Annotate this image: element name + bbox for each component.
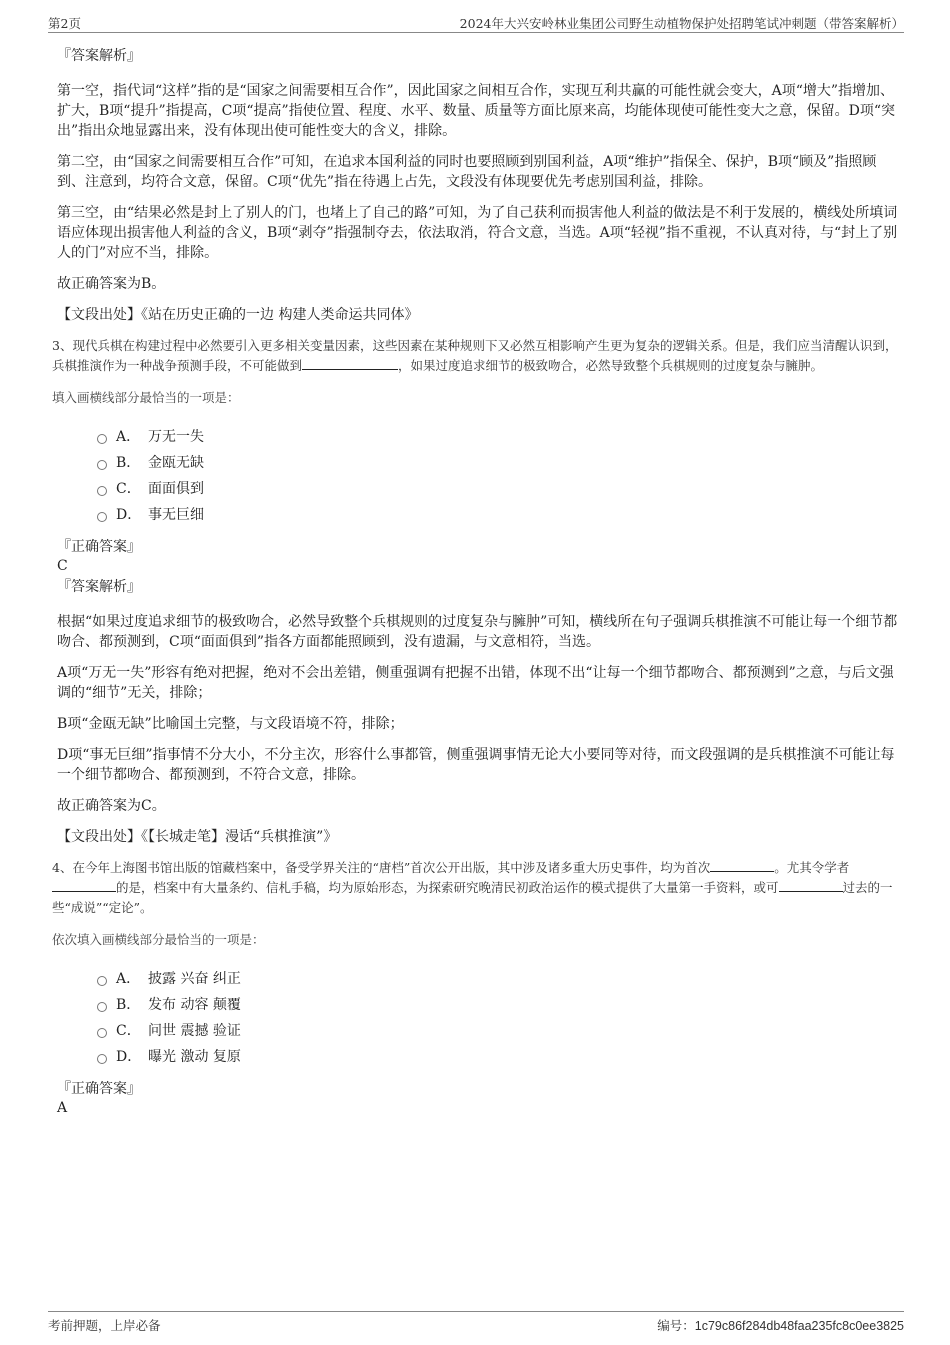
q3-analysis-label: 『答案解析』 (57, 579, 141, 595)
option-text: 事无巨细 (148, 507, 204, 523)
q3-answer: C (57, 558, 68, 574)
q4-options (97, 966, 902, 1070)
q4-blank-1 (710, 859, 774, 872)
page-number: 第2页 (48, 16, 81, 31)
q3-option-c[interactable] (97, 476, 902, 502)
q3-option-b[interactable] (97, 450, 902, 476)
q3-option-a[interactable] (97, 424, 902, 450)
q3-question-text (52, 336, 902, 376)
page-footer (48, 1311, 904, 1333)
q2-analysis-para-2: 第二空，由“国家之间需要相互合作”可知，在追求本国利益的同时也要照顾到别国利益，A项“维护”指保全、保护，B项“顾及”指照顾到、注意到，均符合文意，保留。C项“优先”指在待遇上占先，文段没有体现要优先考虑别国利益，排除。 (57, 154, 877, 190)
q4-answer-label: 『正确答案』 (57, 1081, 141, 1097)
q3-analysis-para-2: A项“万无一失”形容有绝对把握，绝对不会出差错，侧重强调有把握不出错，体现不出“让每一个细节都吻合、都预测到”之意，与后文强调的“细节”无关，排除； (57, 665, 894, 701)
q2-conclusion: 故正确答案为B。 (57, 276, 166, 292)
radio-icon[interactable] (97, 1002, 107, 1012)
option-text: 发布 动容 颠覆 (148, 997, 241, 1013)
option-text: 披露 兴奋 纠正 (148, 971, 241, 987)
q4-text-part-2: 。尤其令学者 (774, 860, 850, 875)
q3-source: 【文段出处】《【长城走笔】漫话“兵棋推演”》 (57, 829, 338, 845)
q4-option-c[interactable] (97, 1018, 902, 1044)
document-title: 2024年大兴安岭林业集团公司野生动植物保护处招聘笔试冲刺题（带答案解析） (459, 16, 904, 31)
radio-icon[interactable] (97, 486, 107, 496)
radio-icon[interactable] (97, 460, 107, 470)
option-letter: B． (116, 455, 141, 471)
q3-instruction: 填入画横线部分最恰当的一项是： (52, 390, 240, 405)
q3-analysis-para-3: B项“金瓯无缺”比喻国土完整，与文段语境不符，排除； (57, 716, 404, 732)
option-letter: D． (116, 1049, 142, 1065)
q2-analysis-para-1: 第一空，指代词“这样”指的是“国家之间需要相互合作”，因此国家之间相互合作，实现互利共赢的可能性就会变大，A项“增大”指增加、扩大，B项“提升”指提高，C项“提高”指使位置、程度、水平、数量、质量等方面比原来高，均能体现使可能性变大之意，保留。D项“突出”指出众地显露出来，没有体现出使可能性变大的含义，排除。 (57, 83, 896, 139)
option-text: 万无一失 (148, 429, 204, 445)
q4-answer: A (57, 1100, 68, 1116)
radio-icon[interactable] (97, 1054, 107, 1064)
q2-analysis-label: 『答案解析』 (57, 48, 141, 64)
option-letter: A． (116, 429, 141, 445)
q3-analysis-para-1: 根据“如果过度追求细节的极致吻合，必然导致整个兵棋规则的过度复杂与臃肿”可知，横线所在句子强调兵棋推演不可能让每一个细节都吻合、都预测到，C项“面面俱到”指各方面都能照顾到，没有遗漏，与文意相符，当选。 (57, 614, 898, 650)
q4-option-b[interactable] (97, 992, 902, 1018)
q3-blank (302, 357, 398, 370)
q3-text-part-2: ，如果过度追求细节的极致吻合，必然导致整个兵棋规则的过度复杂与臃肿。 (398, 358, 824, 373)
q4-blank-3 (779, 879, 843, 892)
radio-icon[interactable] (97, 434, 107, 444)
q4-text-part-4: 过去的一些“成说”“定论”。 (52, 880, 893, 915)
option-letter: C． (116, 1023, 141, 1039)
option-letter: B． (116, 997, 141, 1013)
q4-blank-2 (52, 879, 116, 892)
option-letter: D． (116, 507, 142, 523)
q4-question-text (52, 858, 902, 918)
q4-text-part-1: 4、在今年上海图书馆出版的馆藏档案中，备受学界关注的“唐档”首次公开出版，其中涉及诸多重大历史事件，均为首次 (52, 860, 711, 875)
q2-analysis-para-3: 第三空，由“结果必然是封上了别人的门，也堵上了自己的路”可知，为了自己获利而损害他人利益的做法是不利于发展的，横线处所填词语应体现出损害他人利益的含义，B项“剥夺”指强制夺去，依法取消，符合文意，当选。A项“轻视”指不重视，不认真对待，与“封上了别人的门”对应不当，排除。 (57, 205, 898, 261)
option-text: 曝光 激动 复原 (148, 1049, 241, 1065)
option-letter: A． (116, 971, 141, 987)
radio-icon[interactable] (97, 976, 107, 986)
document-id: 编号：1c79c86f284db48faa235fc8c0ee3825 (657, 1319, 904, 1333)
radio-icon[interactable] (97, 1028, 107, 1038)
page-content (52, 45, 902, 1118)
q4-instruction: 依次填入画横线部分最恰当的一项是： (52, 932, 265, 947)
q3-conclusion: 故正确答案为C。 (57, 798, 166, 814)
option-text: 问世 震撼 验证 (148, 1023, 241, 1039)
q3-options (97, 424, 902, 528)
q4-option-d[interactable] (97, 1044, 902, 1070)
q3-answer-label: 『正确答案』 (57, 539, 141, 555)
q3-text-part-1: 3、现代兵棋在构建过程中必然要引入更多相关变量因素，这些因素在某种规则下又必然互相影响产生更为复杂的逻辑关系。但是，我们应当清醒认识到，兵棋推演作为一种战争预测手段，不可能做到 (52, 338, 898, 373)
radio-icon[interactable] (97, 512, 107, 522)
q2-source: 【文段出处】《站在历史正确的一边 构建人类命运共同体》 (57, 307, 419, 323)
option-text: 面面俱到 (148, 481, 204, 497)
q3-analysis-para-4: D项“事无巨细”指事情不分大小，不分主次，形容什么事都管，侧重强调事情无论大小要同等对待，而文段强调的是兵棋推演不可能让每一个细节都吻合、都预测到，不符合文意，排除。 (57, 747, 895, 783)
footer-slogan: 考前押题，上岸必备 (48, 1318, 161, 1333)
q4-option-a[interactable] (97, 966, 902, 992)
q4-text-part-3: 的是，档案中有大量条约、信札手稿，均为原始形态，为探索研究晚清民初政治运作的模式提供了大量第一手资料，或可 (116, 880, 779, 895)
q3-option-d[interactable] (97, 502, 902, 528)
page-header (48, 12, 904, 33)
option-text: 金瓯无缺 (148, 455, 204, 471)
option-letter: C． (116, 481, 141, 497)
